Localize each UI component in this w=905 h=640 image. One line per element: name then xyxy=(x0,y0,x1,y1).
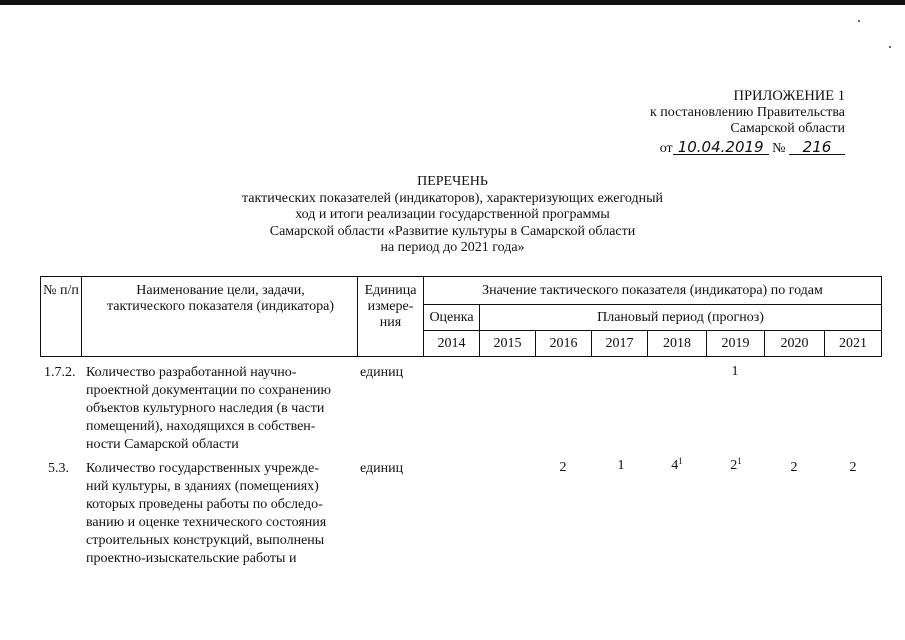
scan-top-border xyxy=(0,0,905,5)
value-2017: 1 xyxy=(617,458,625,473)
appendix-block xyxy=(650,88,845,157)
header-year-2014: 2014 xyxy=(437,336,466,351)
footnote-mark: 1 xyxy=(737,456,742,466)
row-unit: единиц xyxy=(360,461,404,476)
header-year-2018: 2018 xyxy=(663,336,691,351)
handwritten-number: 216 xyxy=(789,140,845,155)
row-name-line: объектов культурного наследия (в части xyxy=(86,401,325,416)
from-label: от xyxy=(659,140,673,156)
header-value-group: Значение тактического показателя (индикатора) по годам xyxy=(482,283,823,298)
heading-line4: Самарской области «Развитие культуры в Самарской области xyxy=(269,223,636,239)
header-year-2019: 2019 xyxy=(721,336,750,351)
heading-line2: тактических показателей (индикаторов), характеризующих ежегодный xyxy=(241,190,664,206)
header-year-2015: 2015 xyxy=(493,336,522,351)
appendix-date-line xyxy=(650,137,845,158)
value-number: 2 xyxy=(730,458,738,473)
header-unit: Единица измере- ния xyxy=(364,283,417,330)
heading-line3: ход и итоги реализации государственной программы xyxy=(295,207,610,222)
row-number: 5.3. xyxy=(48,461,69,476)
row-name xyxy=(86,460,356,568)
row-name-line: строительных конструкций, выполнены xyxy=(86,533,325,548)
scan-speck xyxy=(858,20,860,22)
row-name-line: проектно-изыскательские работы и xyxy=(86,551,297,566)
header-name: Наименование цели, задачи, тактического показателя (индикатора) xyxy=(107,283,334,314)
value-number: 4 xyxy=(671,458,679,473)
header-year-2017: 2017 xyxy=(605,336,634,351)
scan-speck xyxy=(889,46,891,48)
row-name xyxy=(86,364,356,454)
row-name-line: Количество государственных учрежде- xyxy=(86,461,320,476)
appendix-line1: к постановлению Правительства xyxy=(649,104,845,120)
row-unit: единиц xyxy=(360,365,404,380)
value-2016: 2 xyxy=(559,460,567,475)
row-name-line: которых проведены работы по обследо- xyxy=(86,497,323,512)
document-heading xyxy=(0,174,905,257)
value-2020: 2 xyxy=(790,460,798,475)
row-name-line: ности Самарской области xyxy=(86,437,239,452)
row-name-line: проектной документации по сохранению xyxy=(86,383,331,398)
footnote-mark: 1 xyxy=(678,456,683,466)
header-year-2021: 2021 xyxy=(839,336,867,351)
row-number: 1.7.2. xyxy=(44,365,76,380)
row-name-line: ний культуры, в зданиях (помещениях) xyxy=(86,479,319,494)
value-2019 xyxy=(721,458,751,474)
header-year-2016: 2016 xyxy=(549,336,578,351)
heading-title: ПЕРЕЧЕНЬ xyxy=(417,174,488,189)
row-name-line: Количество разработанной научно- xyxy=(86,365,297,380)
row-name-line: помещений), находящихся в собствен- xyxy=(86,419,316,434)
value-2021: 2 xyxy=(849,460,857,475)
number-label: № xyxy=(772,140,786,156)
header-year-2020: 2020 xyxy=(780,336,809,351)
header-estimate: Оценка xyxy=(429,310,474,325)
appendix-line2: Самарской области xyxy=(730,121,845,136)
value-2018 xyxy=(662,458,692,474)
appendix-title: ПРИЛОЖЕНИЕ 1 xyxy=(733,88,845,104)
value-2019: 1 xyxy=(731,364,739,379)
header-plan: Плановый период (прогноз) xyxy=(597,310,764,325)
heading-line5: на период до 2021 года» xyxy=(380,240,525,255)
handwritten-date: 10.04.2019 xyxy=(673,140,769,155)
header-num: № п/п xyxy=(43,283,79,298)
row-name-line: ванию и оценке технического состояния xyxy=(86,515,327,530)
